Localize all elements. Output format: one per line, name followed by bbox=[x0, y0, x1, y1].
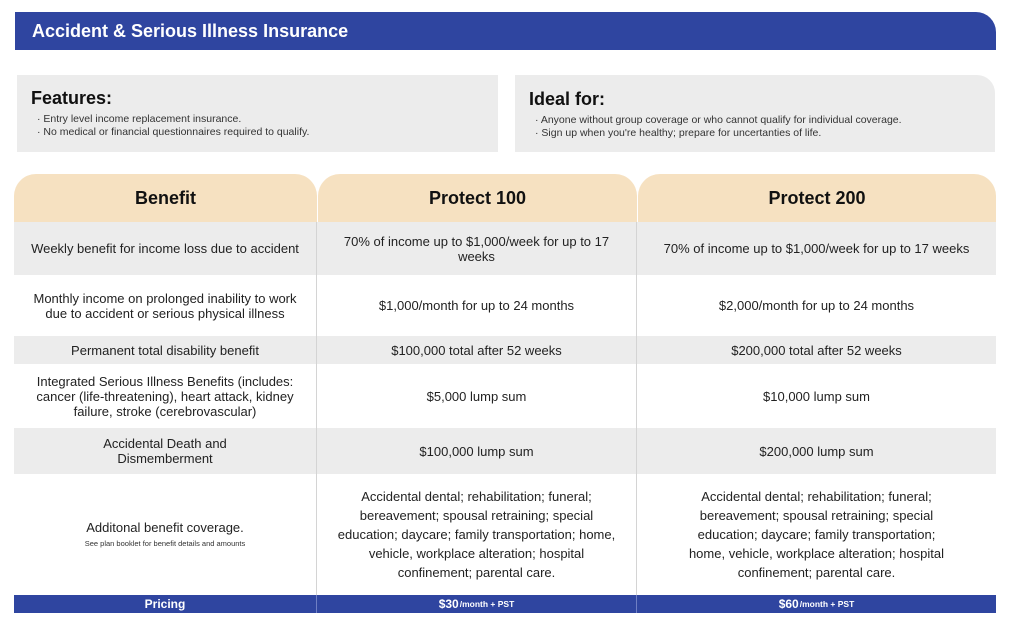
benefit-cell: Monthly income on prolonged inability to work due to accident or serious physical illness bbox=[14, 275, 317, 336]
protect-100-cell: Accidental dental; rehabilitation; funeral; bereavement; spousal retraining; special education; daycare; family transportation; home, vehicle, workplace alteration; hospital confinement; parental care. bbox=[317, 474, 637, 595]
ideal-for-heading: Ideal for: bbox=[529, 89, 606, 109]
protect-200-cell: Accidental dental; rehabilitation; funeral; bereavement; spousal retraining; special education; daycare; family transportation; home, vehicle, workplace alteration; hospital confinement; parental care. bbox=[688, 489, 945, 580]
protect-100-cell: $1,000/month for up to 24 months bbox=[317, 275, 637, 336]
protect-200-cell: $10,000 lump sum bbox=[763, 388, 870, 404]
protect-200-cell: 70% of income up to $1,000/week for up to 17 weeks bbox=[663, 241, 970, 256]
protect-100-cell: $100,000 lump sum bbox=[317, 428, 637, 474]
protect-100-price bbox=[317, 595, 637, 613]
ideal-for-item: · Sign up when you're healthy; prepare for uncertanties of life. bbox=[535, 127, 981, 140]
features-list bbox=[31, 113, 484, 139]
features-box bbox=[17, 75, 498, 152]
header-benefit: Benefit bbox=[14, 174, 317, 222]
protect-200-price bbox=[637, 595, 996, 613]
price-amount: $30 bbox=[438, 597, 459, 611]
benefit-note: See plan booklet for benefit details and amounts bbox=[84, 539, 246, 548]
benefit-cell: Permanent total disability benefit bbox=[14, 336, 317, 364]
ideal-for-box bbox=[515, 75, 995, 152]
price-suffix: /month + PST bbox=[459, 599, 515, 609]
benefit-cell: Weekly benefit for income loss due to accident bbox=[14, 222, 317, 275]
ideal-for-list bbox=[529, 114, 981, 140]
table-row bbox=[14, 222, 996, 275]
ideal-for-item: · Anyone without group coverage or who cannot qualify for individual coverage. bbox=[535, 114, 981, 127]
protect-200-cell: $200,000 lump sum bbox=[759, 443, 874, 459]
features-item: · Entry level income replacement insurance. bbox=[37, 113, 484, 126]
protect-200-cell: $200,000 total after 52 weeks bbox=[731, 342, 902, 358]
benefit-label: Additonal benefit coverage. bbox=[86, 520, 244, 535]
protect-100-cell: 70% of income up to $1,000/week for up to 17 weeks bbox=[317, 222, 637, 275]
header-protect-100: Protect 100 bbox=[318, 174, 637, 222]
table-row bbox=[14, 275, 996, 336]
table-row bbox=[14, 428, 996, 474]
price-suffix: /month + PST bbox=[799, 599, 855, 609]
header-protect-200: Protect 200 bbox=[638, 174, 996, 222]
pricing-label: Pricing bbox=[14, 595, 317, 613]
page-title: Accident & Serious Illness Insurance bbox=[15, 12, 996, 50]
features-item: · No medical or financial questionnaires required to qualify. bbox=[37, 126, 484, 139]
protect-200-cell: $2,000/month for up to 24 months bbox=[718, 298, 915, 313]
protect-100-cell: $5,000 lump sum bbox=[317, 364, 637, 428]
protect-100-cell: $100,000 total after 52 weeks bbox=[317, 336, 637, 364]
table-row bbox=[14, 336, 996, 364]
pricing-row bbox=[14, 595, 996, 613]
benefit-cell bbox=[14, 474, 317, 595]
table-row bbox=[14, 364, 996, 428]
benefit-cell: Integrated Serious Illness Benefits (includes: cancer (life-threatening), heart attack, kidney failure, stroke (cerebrovascular) bbox=[14, 364, 317, 428]
features-heading: Features: bbox=[31, 88, 113, 108]
price-amount: $60 bbox=[778, 597, 799, 611]
table-row bbox=[14, 474, 996, 595]
benefit-cell: Accidental Death and Dismemberment bbox=[14, 428, 317, 474]
